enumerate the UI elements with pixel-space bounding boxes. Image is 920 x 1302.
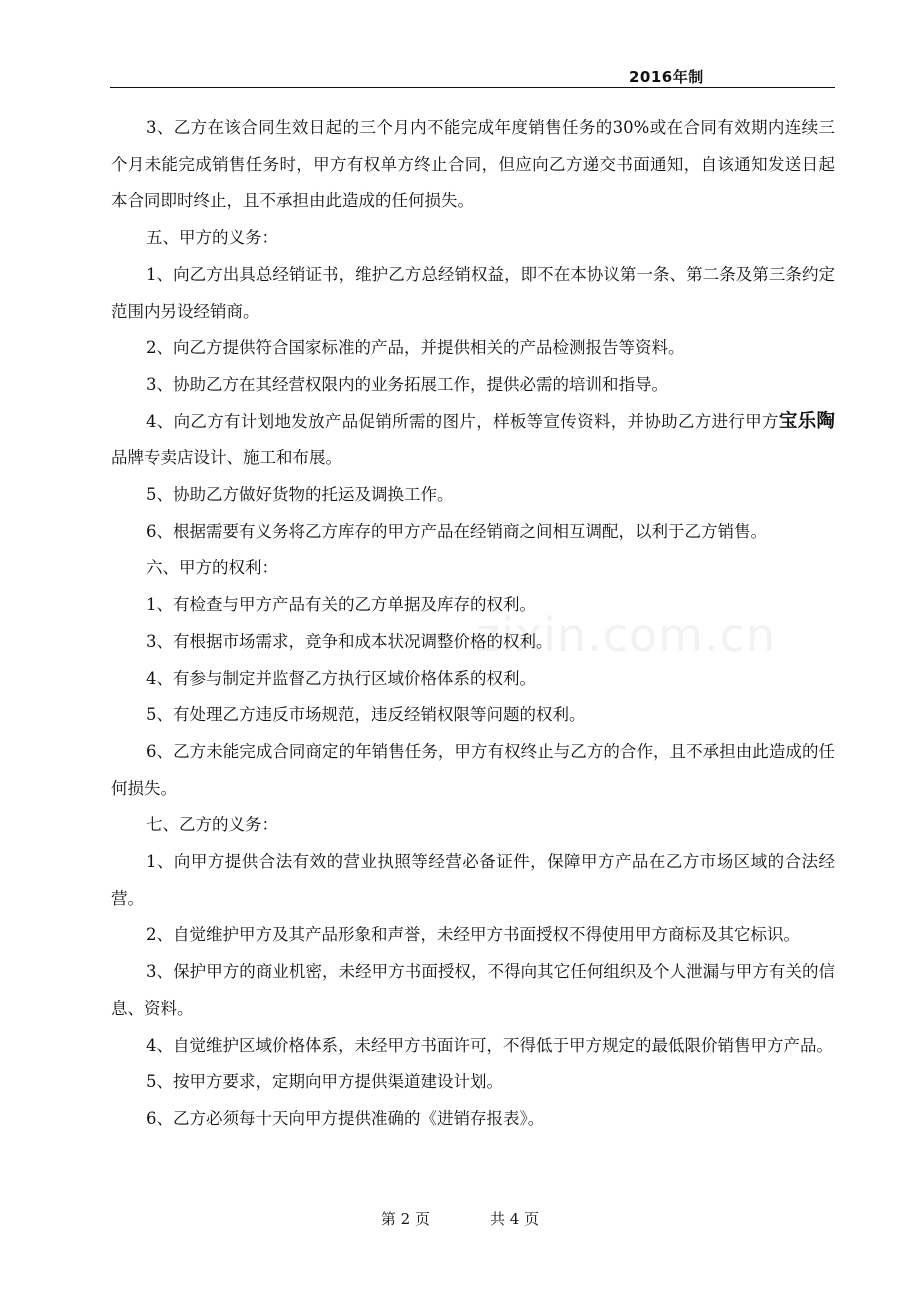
paragraph-a-obligation-4-end: 品牌专卖店设计、施工和布展。	[111, 448, 342, 468]
paragraph-a-right-5: 5、有处理乙方违反市场规范，违反经销权限等问题的权利。	[146, 705, 586, 725]
paragraph-a-right-3: 3、有根据市场需求，竞争和成本状况调整价格的权利。	[146, 631, 553, 651]
paragraph-b-obligation-1: 1、向甲方提供合法有效的营业执照等经营必备证件，保障甲方产品在乙方市场区域的合法经营。	[111, 852, 835, 908]
section-heading-party-b-obligations: 七、乙方的义务：	[146, 815, 278, 835]
paragraph-a-right-1: 1、有检查与甲方产品有关的乙方单据及库存的权利。	[146, 595, 536, 615]
page-number-current: 第 2 页	[380, 1210, 430, 1228]
document-body	[111, 110, 835, 1138]
paragraph-a-obligation-4-start: 4、向乙方有计划地发放产品促销所需的图片，样板等宣传资料，并协助乙方进行甲方	[146, 411, 779, 431]
header-divider	[110, 87, 835, 88]
page-footer	[0, 1208, 920, 1229]
watermark: zixin.com.cn	[476, 608, 777, 662]
paragraph-a-obligation-4	[111, 404, 835, 477]
brand-name: 宝乐陶	[778, 410, 835, 432]
paragraph-a-right-4: 4、有参与制定并监督乙方执行区域价格体系的权利。	[146, 668, 536, 688]
paragraph-a-obligation-2: 2、向乙方提供符合国家标准的产品，并提供相关的产品检测报告等资料。	[146, 338, 685, 358]
section-heading-party-a-obligations: 五、甲方的义务：	[146, 228, 278, 248]
header-year-label: 2016年制	[629, 68, 704, 86]
paragraph-b-obligation-2: 2、自觉维护甲方及其产品形象和声誉，未经甲方书面授权不得使用甲方商标及其它标识。	[146, 925, 800, 945]
section-heading-party-a-rights: 六、甲方的权利：	[146, 558, 278, 578]
paragraph-a-obligation-1: 1、向乙方出具总经销证书，维护乙方总经销权益，即不在本协议第一条、第二条及第三条约定范围内另设经销商。	[111, 264, 835, 321]
paragraph-a-right-6: 6、乙方未能完成合同商定的年销售任务，甲方有权终止与乙方的合作，且不承担由此造成的任何损失。	[111, 741, 835, 798]
paragraph-b-obligation-6: 6、乙方必须每十天向甲方提供准确的《进销存报表》。	[146, 1108, 545, 1128]
page-number-total: 共 4 页	[490, 1210, 540, 1228]
paragraph-b-obligation-4: 4、自觉维护区域价格体系，未经甲方书面许可，不得低于甲方规定的最低限价销售甲方产品。	[146, 1035, 833, 1055]
paragraph-a-obligation-6: 6、根据需要有义务将乙方库存的甲方产品在经销商之间相互调配，以利于乙方销售。	[146, 521, 767, 541]
paragraph-termination-clause: 3、乙方在该合同生效日起的三个月内不能完成年度销售任务的30%或在合同有效期内连续三个月未能完成销售任务时，甲方有权单方终止合同，但应向乙方递交书面通知，自该通知发送日起本合同即时终止，且不承担由此造成的任何损失。	[111, 118, 835, 211]
paragraph-a-obligation-3: 3、协助乙方在其经营权限内的业务拓展工作，提供必需的培训和指导。	[146, 374, 668, 394]
paragraph-a-obligation-5: 5、协助乙方做好货物的托运及调换工作。	[146, 485, 454, 505]
paragraph-b-obligation-5: 5、按甲方要求，定期向甲方提供渠道建设计划。	[146, 1072, 503, 1092]
paragraph-b-obligation-3: 3、保护甲方的商业机密，未经甲方书面授权，不得向其它任何组织及个人泄漏与甲方有关的信息、资料。	[111, 962, 835, 1018]
